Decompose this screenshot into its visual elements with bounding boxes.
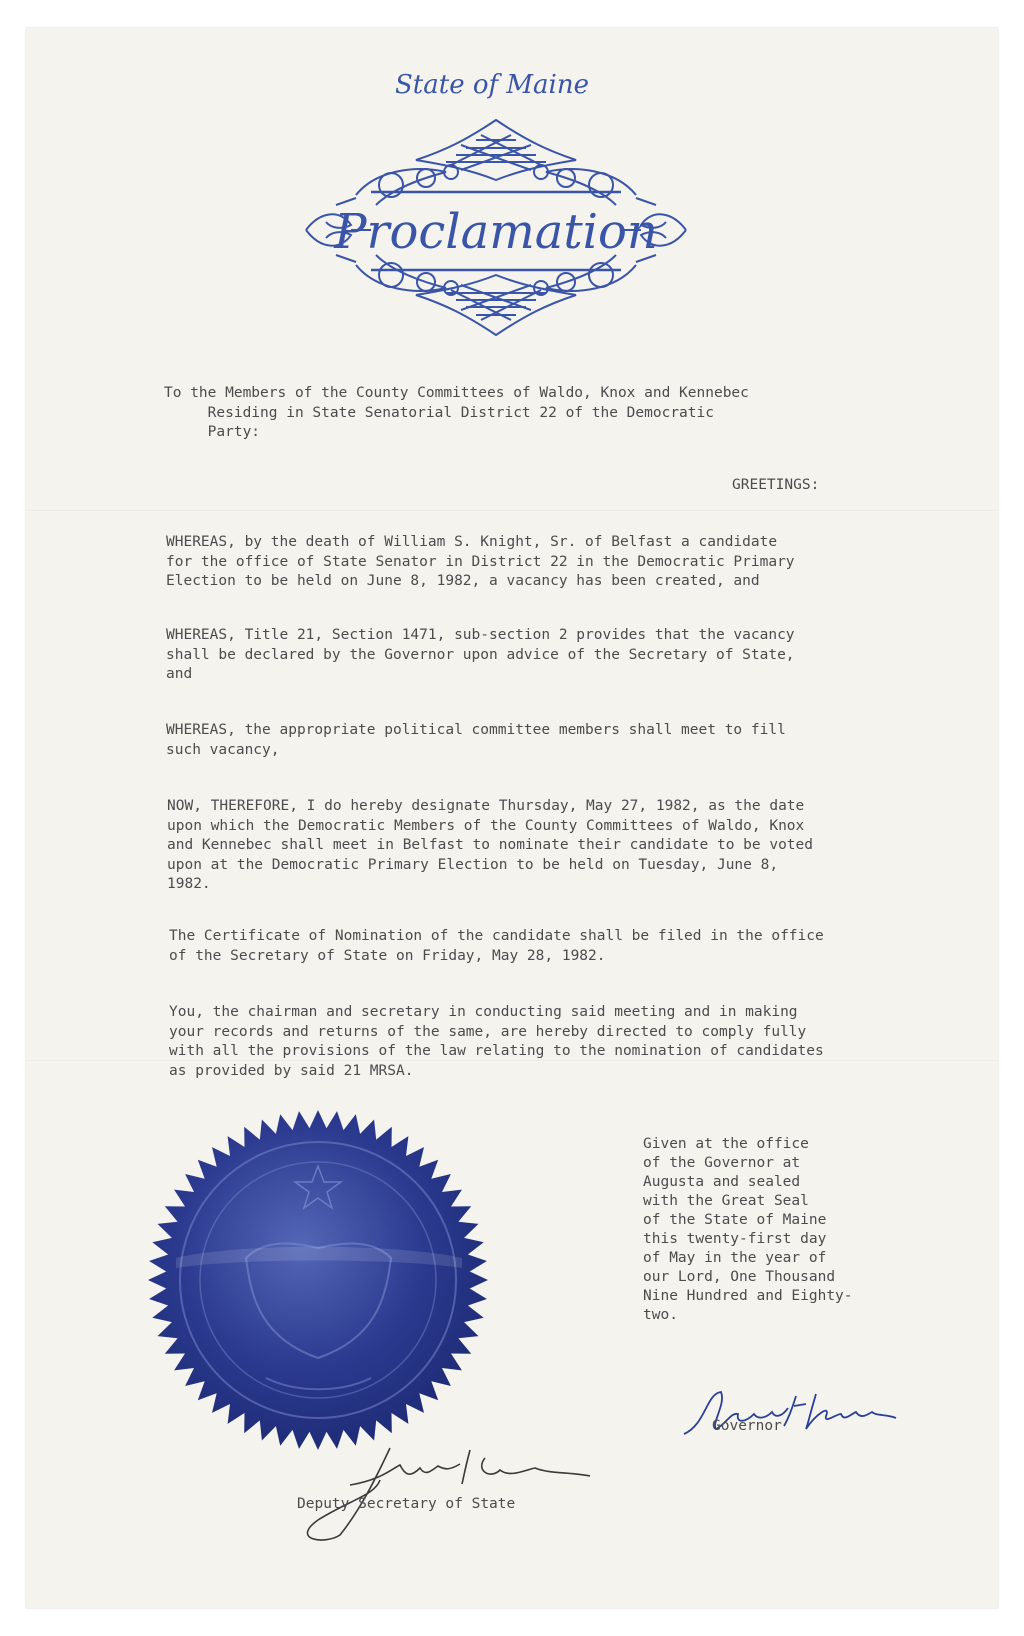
paragraph-line: WHEREAS, the appropriate political committee members shall meet to fill (166, 722, 786, 738)
paragraph-line: upon which the Democratic Members of the County Committees of Waldo, Knox (167, 817, 805, 834)
governor-signature (676, 1384, 906, 1444)
given-line: two. (643, 1307, 678, 1323)
given-line: Augusta and sealed (643, 1174, 801, 1190)
paragraph-line: shall be declared by the Governor upon advice of the Secretary of State, (166, 646, 795, 663)
given-line: Nine Hundred and Eighty- (643, 1288, 853, 1304)
given-line: with the Great Seal (643, 1193, 809, 1209)
designation-paragraph (167, 797, 813, 895)
given-line: Given at the office (643, 1136, 809, 1152)
paragraph-line: as provided by said 21 MRSA. (169, 1062, 414, 1079)
governor-title: Governor (712, 1418, 782, 1434)
paragraph-line: Election to be held on June 8, 1982, a vacancy has been created, and (166, 573, 760, 589)
address-line: Party: (164, 424, 261, 440)
address-line: Residing in State Senatorial District 22 of the Democratic (164, 404, 714, 421)
given-line: this twenty-first day (643, 1231, 827, 1247)
paragraph-line: You, the chairman and secretary in conducting said meeting and in making (169, 1004, 798, 1020)
paragraph-line: The Certificate of Nomination of the candidate shall be filed in the office (169, 928, 824, 944)
paragraph-line: and Kennebec shall meet in Belfast to nominate their candidate to be voted (167, 837, 814, 853)
great-seal-icon (146, 1108, 490, 1452)
given-line: of the Governor at (643, 1155, 801, 1171)
state-title: State of Maine (395, 70, 589, 100)
given-line: of the State of Maine (643, 1212, 827, 1228)
paragraph-line: NOW, THEREFORE, I do hereby designate Thursday, May 27, 1982, as the date (167, 798, 805, 814)
paragraph-line: 1982. (167, 876, 211, 892)
deputy-title: Deputy Secretary of State (297, 1496, 516, 1512)
paragraph-line: for the office of State Senator in District 22 in the Democratic Primary (166, 553, 795, 570)
proclamation-banner (296, 110, 696, 350)
paragraph-line: of the Secretary of State on Friday, May 28, 1982. (169, 947, 606, 964)
whereas-paragraph (166, 626, 795, 685)
paragraph-line: and (166, 666, 193, 682)
paragraph-line: your records and returns of the same, are hereby directed to comply fully (169, 1023, 807, 1040)
paragraph-line: WHEREAS, by the death of William S. Knight, Sr. of Belfast a candidate (166, 534, 778, 550)
certificate-paragraph (169, 927, 824, 966)
whereas-paragraph (166, 721, 786, 760)
given-block (643, 1135, 853, 1325)
paragraph-line: such vacancy, (166, 741, 280, 758)
address-line: To the Members of the County Committees of Waldo, Knox and Kennebec (164, 385, 749, 401)
paragraph-line: with all the provisions of the law relating to the nomination of candidates (169, 1043, 824, 1059)
banner-word: Proclamation (334, 204, 658, 260)
paragraph-line: upon at the Democratic Primary Election to be held on Tuesday, June 8, (167, 856, 779, 873)
address-block (164, 384, 749, 443)
paper-fold (26, 510, 998, 512)
directive-paragraph (169, 1003, 824, 1081)
given-line: of May in the year of (643, 1250, 827, 1266)
paragraph-line: WHEREAS, Title 21, Section 1471, sub-section 2 provides that the vacancy (166, 627, 795, 643)
greeting: GREETINGS: (732, 477, 820, 493)
given-line: our Lord, One Thousand (643, 1269, 836, 1285)
whereas-paragraph (166, 533, 795, 592)
